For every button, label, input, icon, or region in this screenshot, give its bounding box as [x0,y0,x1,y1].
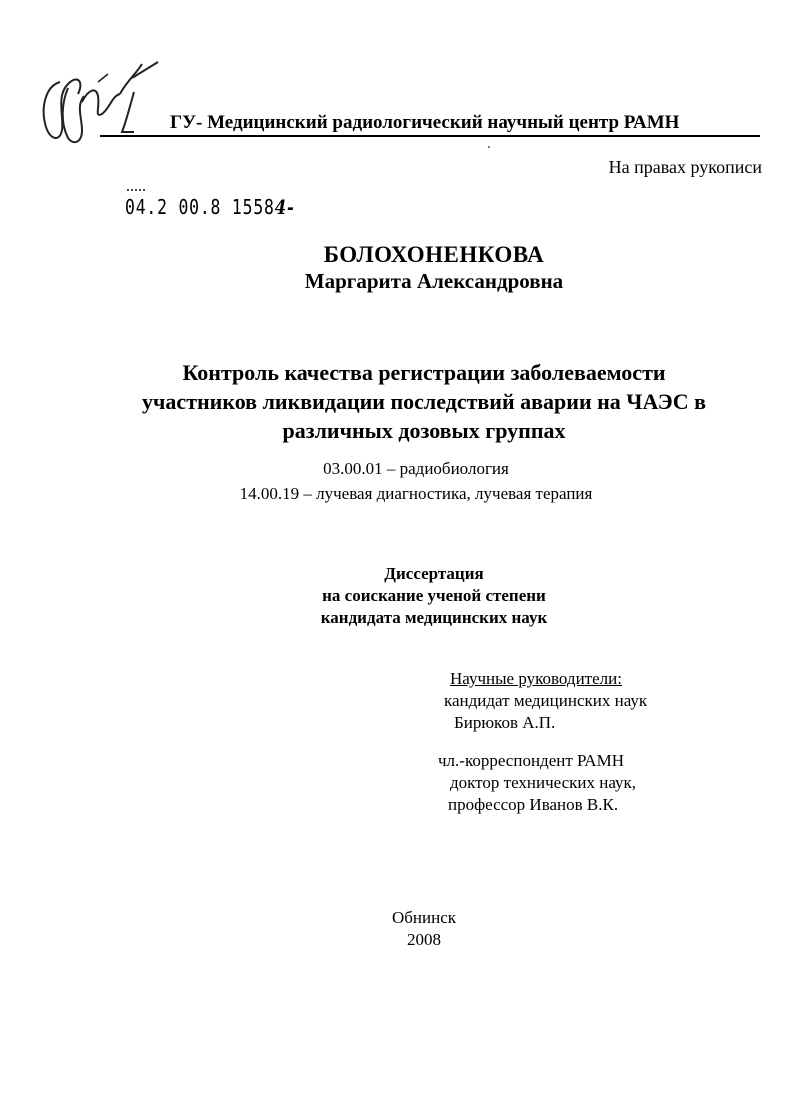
registration-stamp [125,195,295,219]
header-divider [100,135,760,137]
supervisors-block [438,668,647,816]
supervisor-1-degree: кандидат медицинских наук [444,691,648,710]
specialty-line: 14.00.19 – лучевая диагностика, лучевая терапия [239,484,593,503]
supervisors-heading: Научные руководители: [450,669,622,688]
supervisor-2-title: чл.-корреспондент РАМН [438,751,624,770]
dissertation-title [28,358,792,445]
author-given-names: Маргарита Александровна [304,269,564,293]
footer-city: Обнинск [391,908,457,927]
specialty-line: 03.00.01 – радиобиология [323,459,509,478]
stamp-marks [127,189,145,191]
stamp-handwritten: 4- [274,195,295,219]
supervisor-1-name: Бирюков А.П. [454,713,556,732]
supervisor-2-degree: доктор технических наук, [450,773,637,792]
title-line: участников ликвидации последствий аварии на ЧАЭС в [142,389,706,414]
title-line: Контроль качества регистрации заболеваемости [182,360,666,385]
specialties [20,456,792,506]
stamp-number: 04.2 00.8 1558 [125,195,275,219]
manuscript-rights-note: На правах рукописи [608,157,762,177]
dissertation-line: кандидата медицинских наук [320,608,548,627]
dissertation-line: Диссертация [384,564,484,583]
speck-mark [488,146,490,148]
institution-header: ГУ- Медицинский радиологический научный центр РАМН [170,112,680,133]
dissertation-type [38,563,792,629]
dissertation-line: на соискание ученой степени [322,586,546,605]
footer-year: 2008 [407,930,441,949]
supervisor-2-name: профессор Иванов В.К. [448,795,619,814]
title-line: различных дозовых группах [282,418,566,443]
footer [28,907,792,951]
author-surname: БОЛОХОНЕНКОВА [323,242,545,267]
